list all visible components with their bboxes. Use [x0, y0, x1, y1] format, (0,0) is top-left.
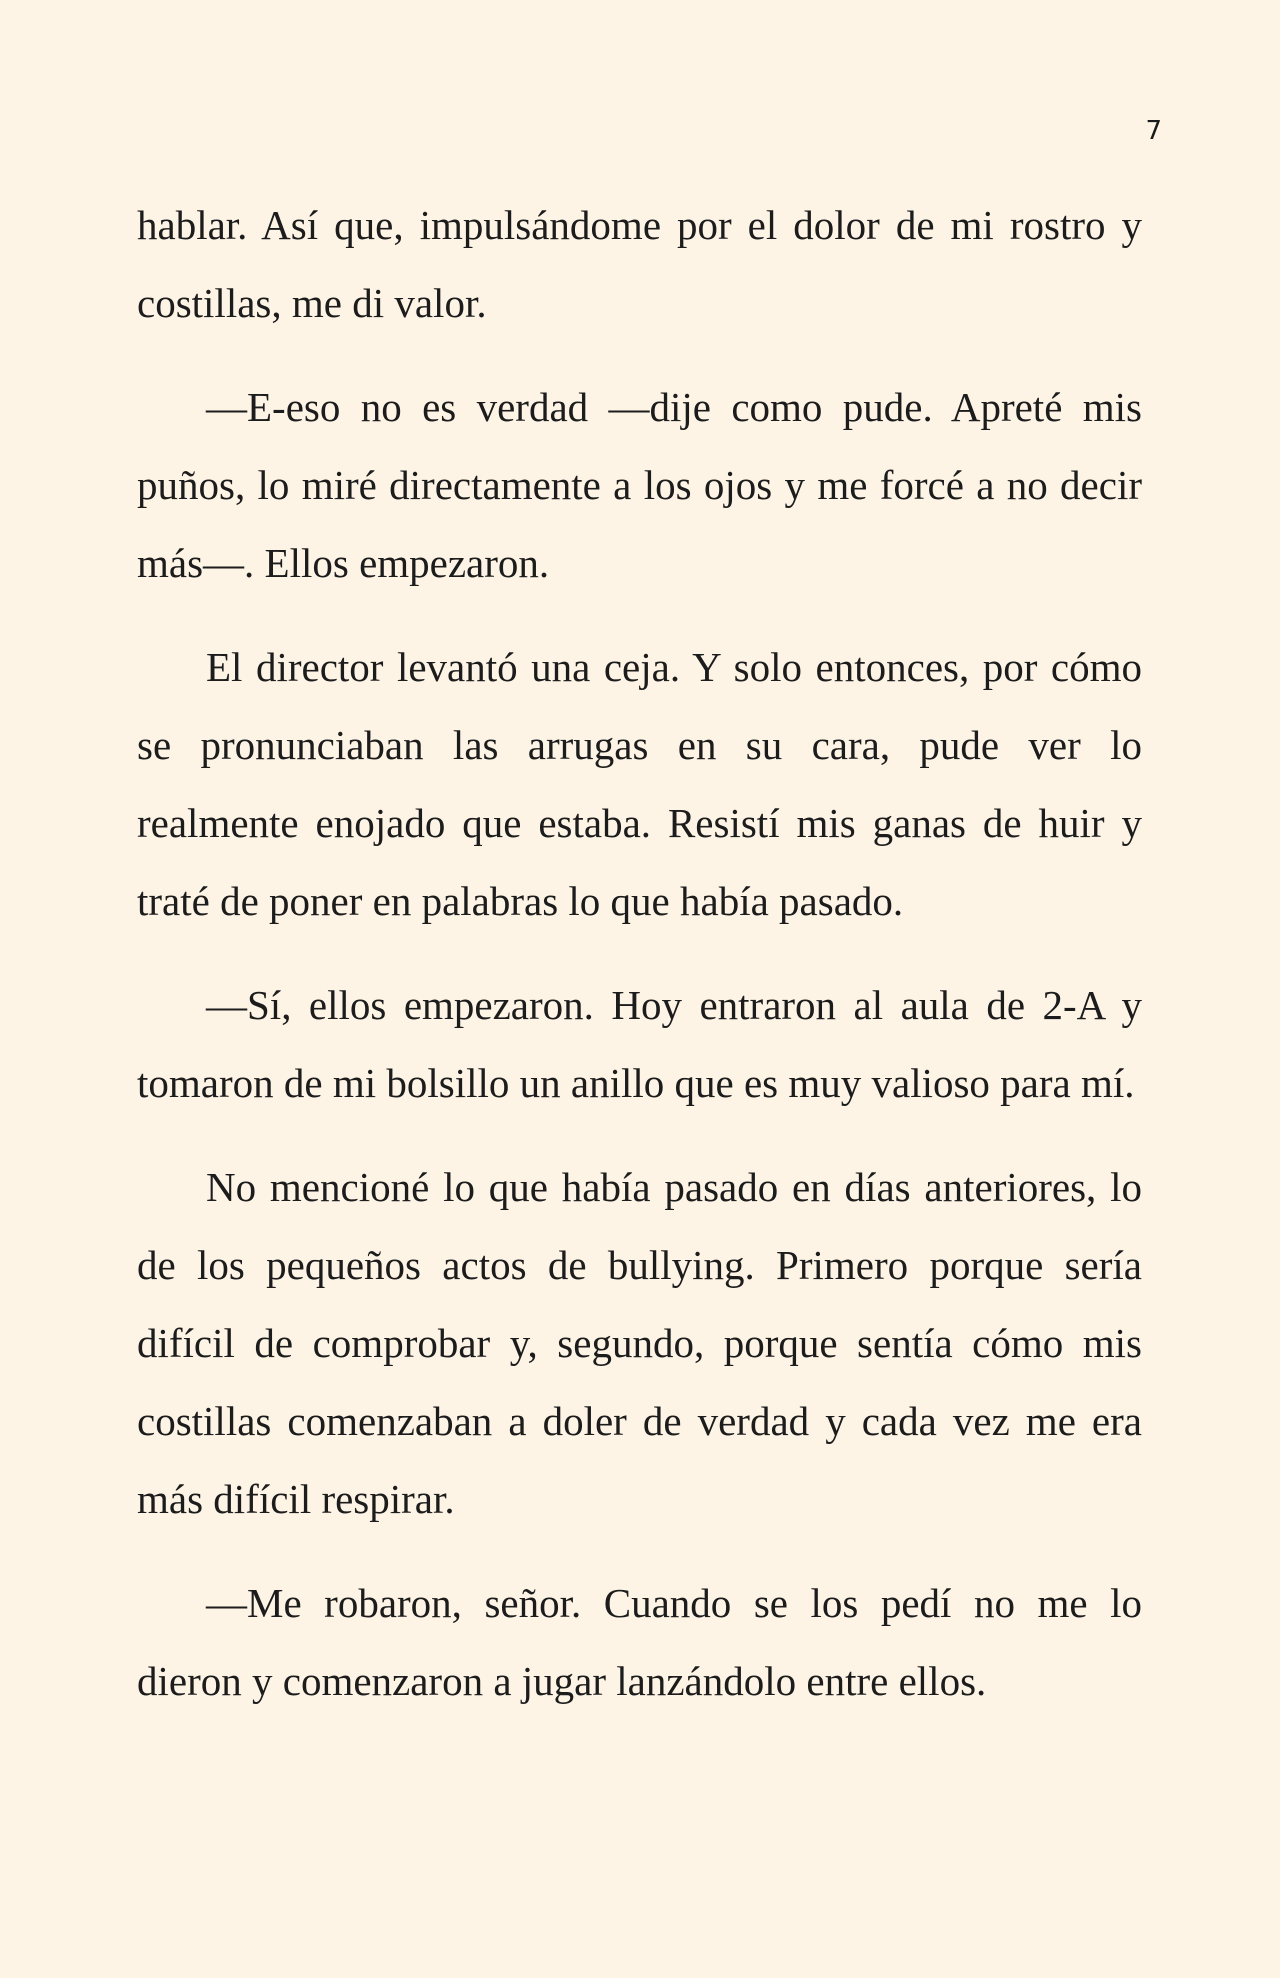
paragraph: —Me robaron, señor. Cuando se los pedí no me lo dieron y comenzaron a jugar lanzándolo entre ellos. [137, 1580, 1142, 1704]
body-text [137, 186, 1142, 1746]
paragraph: hablar. Así que, impulsándome por el dolor de mi rostro y costillas, me di valor. [137, 202, 1142, 326]
paragraph: No mencioné lo que había pasado en días anteriores, lo de los pequeños actos de bullying. Primero porque sería difícil de comprobar y, segundo, porque sentía cómo mis costillas comenzaban a doler de verdad y cada vez me era más difícil respirar. [137, 1164, 1142, 1522]
page-number: 7 [1145, 116, 1162, 146]
paragraph: —Sí, ellos empezaron. Hoy entraron al aula de 2-A y tomaron de mi bolsillo un anillo que es muy valioso para mí. [137, 982, 1142, 1106]
paragraph: —E-eso no es verdad —dije como pude. Apreté mis puños, lo miré directamente a los ojos y me forcé a no decir más—. Ellos empezaron. [137, 384, 1142, 586]
paragraph: El director levantó una ceja. Y solo entonces, por cómo se pronunciaban las arrugas en su cara, pude ver lo realmente enojado que estaba. Resistí mis ganas de huir y traté de poner en palabras lo que había pasado. [137, 644, 1142, 924]
